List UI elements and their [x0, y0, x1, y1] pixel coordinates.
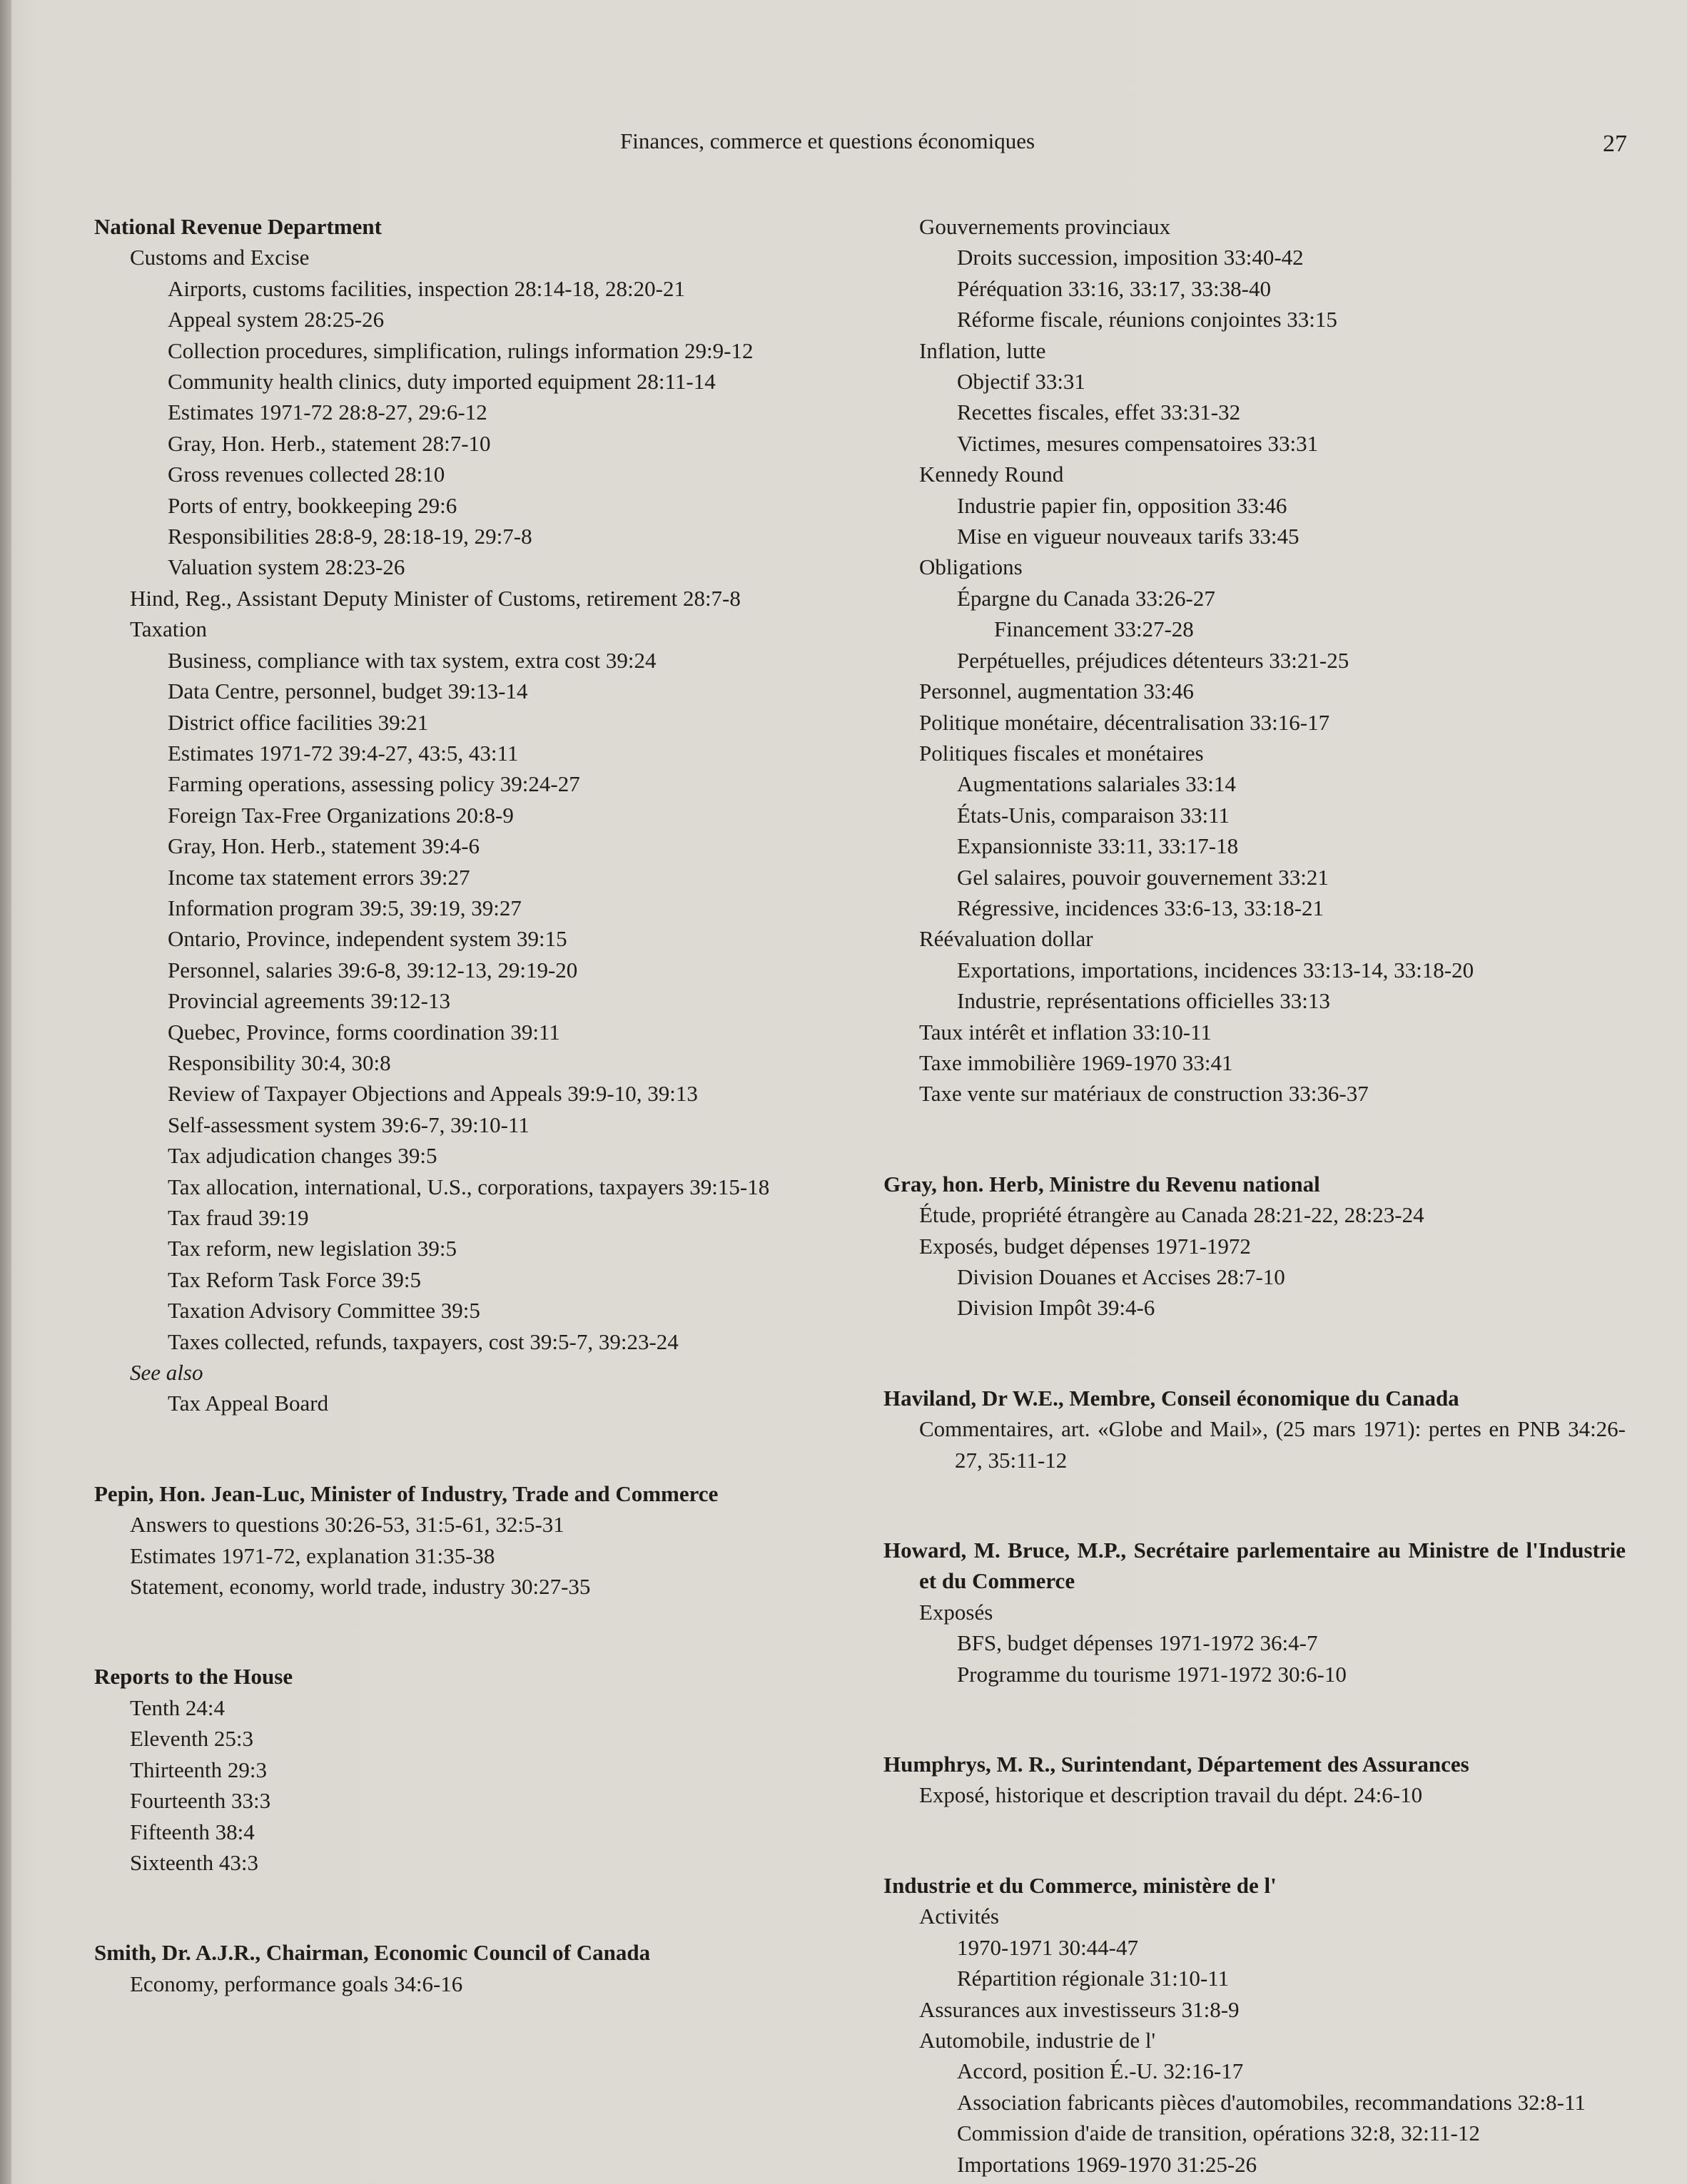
index-entry: Estimates 1971-72, explanation 31:35-38	[130, 1543, 495, 1568]
index-entry: Automobile, industrie de l'	[919, 2027, 1156, 2053]
index-entry: Division Impôt 39:4-6	[957, 1295, 1155, 1321]
index-entry: See also	[130, 1360, 203, 1386]
index-entry: Objectif 33:31	[957, 369, 1085, 395]
index-entry: Politique monétaire, décentralisation 33:16-17	[919, 709, 1330, 735]
index-entry: Étude, propriété étrangère au Canada 28:21-22, 28:23-24	[919, 1202, 1424, 1228]
index-heading: Industrie et du Commerce, ministère de l'	[883, 1872, 1277, 1898]
index-entry: Tax fraud 39:19	[168, 1205, 309, 1230]
index-entry: Tax adjudication changes 39:5	[168, 1143, 437, 1169]
entry-gap	[94, 1878, 841, 1937]
index-entry: Data Centre, personnel, budget 39:13-14	[168, 679, 528, 704]
index-entry: Fourteenth 33:3	[130, 1788, 271, 1814]
entry-gap	[883, 1109, 1626, 1169]
index-heading: Haviland, Dr W.E., Membre, Conseil économique du Canada	[883, 1385, 1459, 1411]
running-head	[0, 127, 1687, 158]
index-entry: 1970-1971 30:44-47	[957, 1934, 1139, 1960]
index-entry: Industrie, représentations officielles 33:13	[957, 988, 1330, 1014]
index-entry: Estimates 1971-72 39:4-27, 43:5, 43:11	[168, 740, 519, 766]
index-entry: Réforme fiscale, réunions conjointes 33:15	[957, 307, 1337, 332]
index-entry: Exposés, budget dépenses 1971-1972	[919, 1233, 1251, 1259]
index-entry: Personnel, augmentation 33:46	[919, 679, 1194, 704]
index-entry: Answers to questions 30:26-53, 31:5-61, 32:5-31	[130, 1512, 564, 1538]
index-entry: Sixteenth 43:3	[130, 1849, 258, 1875]
index-entry: Foreign Tax-Free Organizations 20:8-9	[168, 802, 514, 828]
index-entry: États-Unis, comparaison 33:11	[957, 802, 1230, 828]
index-entry: Taxes collected, refunds, taxpayers, cost 39:5-7, 39:23-24	[168, 1329, 679, 1354]
index-heading: Howard, M. Bruce, M.P., Secrétaire parlementaire au Ministre de l'Industrie et du Commerce	[883, 1538, 1626, 1594]
index-entry: Collection procedures, simplification, rulings information 29:9-12	[168, 337, 754, 363]
entry-gap	[94, 1419, 841, 1478]
index-entry: Eleventh 25:3	[130, 1726, 254, 1752]
index-entry: Activités	[919, 1904, 999, 1929]
index-entry: Industrie papier fin, opposition 33:46	[957, 492, 1287, 518]
index-entry: Thirteenth 29:3	[130, 1757, 267, 1782]
index-entry: District office facilities 39:21	[168, 709, 429, 735]
page-number: 27	[1603, 131, 1627, 157]
index-entry: Kennedy Round	[919, 462, 1064, 487]
index-entry: Economy, performance goals 34:6-16	[130, 1971, 463, 1996]
index-entry: Appeal system 28:25-26	[168, 307, 385, 332]
index-entry: Association fabricants pièces d'automobiles, recommandations 32:8-11	[957, 2089, 1586, 2115]
entry-gap	[883, 1476, 1626, 1535]
index-entry: Taux intérêt et inflation 33:10-11	[919, 1019, 1212, 1045]
index-entry: Droits succession, imposition 33:40-42	[957, 245, 1304, 270]
index-entry: Estimates 1971-72 28:8-27, 29:6-12	[168, 400, 487, 425]
index-entry: Taxation	[130, 616, 208, 642]
index-entry: Personnel, salaries 39:6-8, 39:12-13, 29:19-20	[168, 957, 578, 982]
index-entry: Politiques fiscales et monétaires	[919, 740, 1204, 766]
index-heading: National Revenue Department	[94, 214, 382, 239]
index-entry: Responsibilities 28:8-9, 28:18-19, 29:7-8	[168, 524, 532, 549]
index-heading: Pepin, Hon. Jean-Luc, Minister of Industry, Trade and Commerce	[94, 1480, 719, 1506]
index-entry: Financement 33:27-28	[994, 616, 1194, 642]
index-entry: Tax Reform Task Force 39:5	[168, 1266, 421, 1292]
index-entry: Gel salaires, pouvoir gouvernement 33:21	[957, 864, 1329, 890]
index-entry: Exposé, historique et description travail du dépt. 24:6-10	[919, 1782, 1423, 1808]
index-entry: Victimes, mesures compensatoires 33:31	[957, 430, 1319, 456]
index-entry: Exposés	[919, 1599, 993, 1625]
index-entry: Ports of entry, bookkeeping 29:6	[168, 492, 457, 518]
index-entry: Responsibility 30:4, 30:8	[168, 1050, 391, 1075]
right-index-column	[883, 211, 1626, 2180]
index-entry: Community health clinics, duty imported equipment 28:11-14	[168, 369, 716, 395]
entry-gap	[883, 1324, 1626, 1383]
entry-gap	[883, 1690, 1626, 1749]
index-entry: Mise en vigueur nouveaux tarifs 33:45	[957, 524, 1300, 549]
index-heading: Humphrys, M. R., Surintendant, Département des Assurances	[883, 1752, 1469, 1777]
index-entry: Commission d'aide de transition, opérations 32:8, 32:11-12	[957, 2120, 1480, 2146]
entry-gap	[94, 1602, 841, 1661]
index-entry: Valuation system 28:23-26	[168, 554, 405, 580]
index-entry: Recettes fiscales, effet 33:31-32	[957, 400, 1241, 425]
index-entry: Régressive, incidences 33:6-13, 33:18-21	[957, 895, 1324, 920]
index-heading: Reports to the House	[94, 1664, 293, 1690]
index-entry: Customs and Excise	[130, 245, 310, 270]
index-entry: Assurances aux investisseurs 31:8-9	[919, 1996, 1240, 2022]
index-entry: Gouvernements provinciaux	[919, 214, 1171, 239]
index-entry: Self-assessment system 39:6-7, 39:10-11	[168, 1112, 530, 1137]
index-entry: Répartition régionale 31:10-11	[957, 1966, 1230, 1991]
index-entry: Income tax statement errors 39:27	[168, 864, 470, 890]
index-entry: BFS, budget dépenses 1971-1972 36:4-7	[957, 1630, 1318, 1656]
index-entry: Inflation, lutte	[919, 337, 1046, 363]
index-entry: Information program 39:5, 39:19, 39:27	[168, 895, 522, 920]
index-entry: Provincial agreements 39:12-13	[168, 988, 451, 1014]
index-entry: Augmentations salariales 33:14	[957, 771, 1236, 797]
index-entry: Statement, economy, world trade, industry 30:27-35	[130, 1574, 591, 1600]
index-entry: Taxe immobilière 1969-1970 33:41	[919, 1050, 1233, 1075]
index-entry: Exportations, importations, incidences 33:13-14, 33:18-20	[957, 957, 1474, 982]
index-entry: Réévaluation dollar	[919, 926, 1093, 952]
index-entry: Gray, Hon. Herb., statement 28:7-10	[168, 430, 491, 456]
index-entry: Expansionniste 33:11, 33:17-18	[957, 833, 1239, 859]
index-entry: Obligations	[919, 554, 1023, 580]
running-title: Finances, commerce et questions économiques	[620, 128, 1035, 153]
index-entry: Épargne du Canada 33:26-27	[957, 585, 1215, 611]
index-heading: Gray, hon. Herb, Ministre du Revenu national	[883, 1171, 1320, 1197]
index-entry: Accord, position É.-U. 32:16-17	[957, 2058, 1244, 2084]
index-entry: Review of Taxpayer Objections and Appeals 39:9-10, 39:13	[168, 1081, 698, 1107]
index-entry: Importations 1969-1970 31:25-26	[957, 2151, 1257, 2177]
index-entry: Farming operations, assessing policy 39:24-27	[168, 771, 580, 797]
index-entry: Fifteenth 38:4	[130, 1819, 255, 1844]
index-entry: Perpétuelles, préjudices détenteurs 33:21-25	[957, 647, 1349, 673]
left-index-column	[94, 211, 841, 1999]
index-entry: Division Douanes et Accises 28:7-10	[957, 1264, 1285, 1289]
index-entry: Taxe vente sur matériaux de construction 33:36-37	[919, 1081, 1369, 1107]
index-entry: Gray, Hon. Herb., statement 39:4-6	[168, 833, 480, 859]
index-entry: Tenth 24:4	[130, 1695, 226, 1720]
index-entry: Programme du tourisme 1971-1972 30:6-10	[957, 1661, 1347, 1687]
index-entry: Péréquation 33:16, 33:17, 33:38-40	[957, 275, 1271, 301]
page-binding-edge	[0, 0, 11, 2184]
index-heading: Smith, Dr. A.J.R., Chairman, Economic Council of Canada	[94, 1940, 651, 1966]
index-entry: Hind, Reg., Assistant Deputy Minister of Customs, retirement 28:7-8	[130, 585, 741, 611]
index-entry: Business, compliance with tax system, extra cost 39:24	[168, 647, 657, 673]
entry-gap	[883, 1811, 1626, 1870]
index-entry: Tax allocation, international, U.S., corporations, taxpayers 39:15-18	[168, 1174, 770, 1199]
index-entry: Airports, customs facilities, inspection 28:14-18, 28:20-21	[168, 275, 685, 301]
index-entry: Ontario, Province, independent system 39:15	[168, 926, 567, 952]
index-entry: Tax Appeal Board	[168, 1391, 329, 1416]
index-entry: Taxation Advisory Committee 39:5	[168, 1298, 480, 1324]
index-entry: Gross revenues collected 28:10	[168, 462, 445, 487]
index-entry: Quebec, Province, forms coordination 39:11	[168, 1019, 560, 1045]
index-entry: Tax reform, new legislation 39:5	[168, 1236, 457, 1261]
index-entry: Commentaires, art. «Globe and Mail», (25 mars 1971): pertes en PNB 34:26-27, 35:11-12	[919, 1416, 1626, 1473]
